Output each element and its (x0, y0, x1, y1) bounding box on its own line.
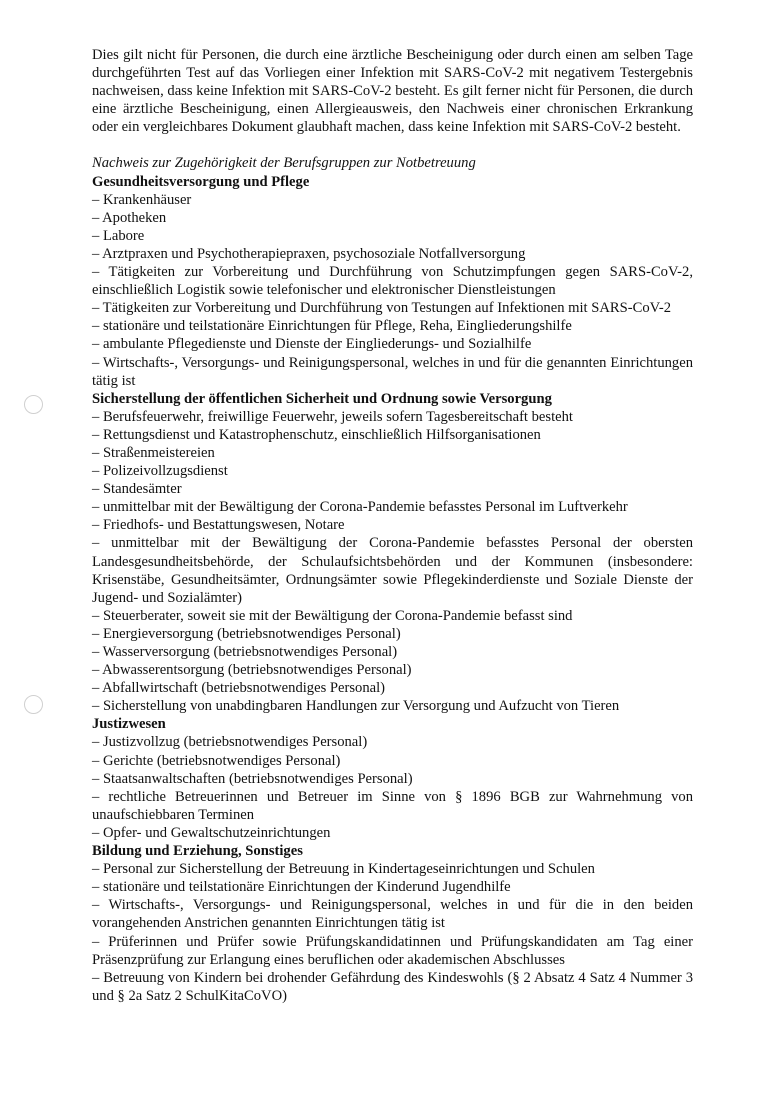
list-item: – Prüferinnen und Prüfer sowie Prüfungskandidatinnen und Prüfungskandidaten am Tag einer Präsenzprüfung zur Erlangung eines beruflichen oder akademischen Abschlusses (92, 933, 693, 968)
list-item: – stationäre und teilstationäre Einrichtungen der Kinderund Jugendhilfe (92, 879, 511, 896)
list-item: – Berufsfeuerwehr, freiwillige Feuerwehr, jeweils sofern Tagesbereitschaft besteht (92, 408, 573, 425)
list-item: – Polizeivollzugsdienst (92, 463, 228, 480)
list-item: – Betreuung von Kindern bei drohender Gefährdung des Kindeswohls (§ 2 Absatz 4 Satz 4 Nummer 3 und § 2a Satz 2 SchulKitaCoVO) (92, 969, 693, 1004)
list-item: – Apotheken (92, 209, 167, 226)
list-item: – unmittelbar mit der Bewältigung der Corona-Pandemie befasstes Personal im Luftverkehr (92, 499, 628, 516)
section-block (92, 173, 693, 390)
section-heading: Justizwesen (92, 716, 166, 733)
list-item: – Justizvollzug (betriebsnotwendiges Personal) (92, 734, 368, 751)
list-item: – Opfer- und Gewaltschutzeinrichtungen (92, 824, 331, 841)
list-item: – Personal zur Sicherstellung der Betreuung in Kindertageseinrichtungen und Schulen (92, 861, 595, 878)
list-item: – Tätigkeiten zur Vorbereitung und Durchführung von Testungen auf Infektionen mit SARS-CoV-2 (92, 300, 671, 317)
section-block (92, 390, 693, 716)
list-item: – Tätigkeiten zur Vorbereitung und Durchführung von Schutzimpfungen gegen SARS-CoV-2, einschließlich Logistik sowie telefonischer und elektronischer Dienstleistungen (92, 264, 693, 299)
list-item: – Energieversorgung (betriebsnotwendiges Personal) (92, 625, 401, 642)
section-heading: Gesundheitsversorgung und Pflege (92, 173, 310, 190)
list-item: – Wirtschafts-, Versorgungs- und Reinigungspersonal, welches in und für die genannten Einrichtungen tätig ist (92, 354, 693, 389)
list-item: – Gerichte (betriebsnotwendiges Personal) (92, 752, 341, 769)
list-item: – Standesämter (92, 481, 182, 498)
list-item: – Sicherstellung von unabdingbaren Handlungen zur Versorgung und Aufzucht von Tieren (92, 698, 620, 715)
section-heading: Bildung und Erziehung, Sonstiges (92, 843, 303, 860)
list-item: – Labore (92, 227, 145, 244)
list-item: – Krankenhäuser (92, 191, 192, 208)
list-item: – Rettungsdienst und Katastrophenschutz, einschließlich Hilfsorganisationen (92, 426, 541, 443)
list-item: – stationäre und teilstationäre Einrichtungen für Pflege, Reha, Eingliederungshilfe (92, 318, 572, 335)
list-item: – Steuerberater, soweit sie mit der Bewältigung der Corona-Pandemie befasst sind (92, 607, 573, 624)
list-item: – Abwasserentsorgung (betriebsnotwendiges Personal) (92, 662, 412, 679)
list-item: – Wasserversorgung (betriebsnotwendiges Personal) (92, 644, 398, 660)
intro-paragraph: Dies gilt nicht für Personen, die durch eine ärztliche Bescheinigung oder durch einen am selben Tage durchgeführten Test auf das Vorliegen einer Infektion mit SARS-CoV-2 mit negativem Testergebnis nachweisen, dass keine Infektion mit SARS-CoV-2 besteht. Es gilt ferner nicht für Personen, die durch eine ärztliche Bescheinigung, einen Allergieausweis, den Nachweis einer chronischen Erkrankung oder ein vergleichbares Dokument glaubhaft machen, dass keine Infektion mit SARS-CoV-2 besteht. (92, 47, 693, 136)
punch-hole-top (24, 395, 43, 414)
punch-hole-bottom (24, 695, 43, 714)
section-block (92, 842, 693, 1005)
section-block (92, 715, 693, 842)
list-item: – Straßenmeistereien (92, 444, 215, 461)
document-page (92, 46, 693, 1005)
sections-list (92, 173, 693, 1005)
list-item: – rechtliche Betreuerinnen und Betreuer im Sinne von § 1896 BGB zur Wahrnehmung von unaufschiebbaren Terminen (92, 788, 693, 823)
list-item: – Wirtschafts-, Versorgungs- und Reinigungspersonal, welches in und für die in den beiden vorangehenden Anstrichen genannten Einrichtungen tätig ist (92, 897, 693, 932)
section-subtitle: Nachweis zur Zugehörigkeit der Berufsgruppen zur Notbetreuung (92, 155, 476, 172)
list-item: – Abfallwirtschaft (betriebsnotwendiges Personal) (92, 680, 386, 697)
list-item: – unmittelbar mit der Bewältigung der Corona-Pandemie befasstes Personal der obersten Landesgesundheitsbehörde, der Schulaufsichtsbehörden und der Kommunen (insbesondere: Krisenstäbe, Gesundheitsämter, Ordnungsämter sowie Pflegekinderdienste und Soziale Dienste der Jugend- und Sozialämter) (92, 535, 693, 606)
list-item: – Arztpraxen und Psychotherapiepraxen, psychosoziale Notfallversorgung (92, 245, 526, 262)
list-item: – ambulante Pflegedienste und Dienste der Eingliederungs- und Sozialhilfe (92, 336, 532, 353)
list-item: – Friedhofs- und Bestattungswesen, Notare (92, 517, 345, 534)
list-item: – Staatsanwaltschaften (betriebsnotwendiges Personal) (92, 770, 413, 787)
section-heading: Sicherstellung der öffentlichen Sicherheit und Ordnung sowie Versorgung (92, 390, 552, 407)
